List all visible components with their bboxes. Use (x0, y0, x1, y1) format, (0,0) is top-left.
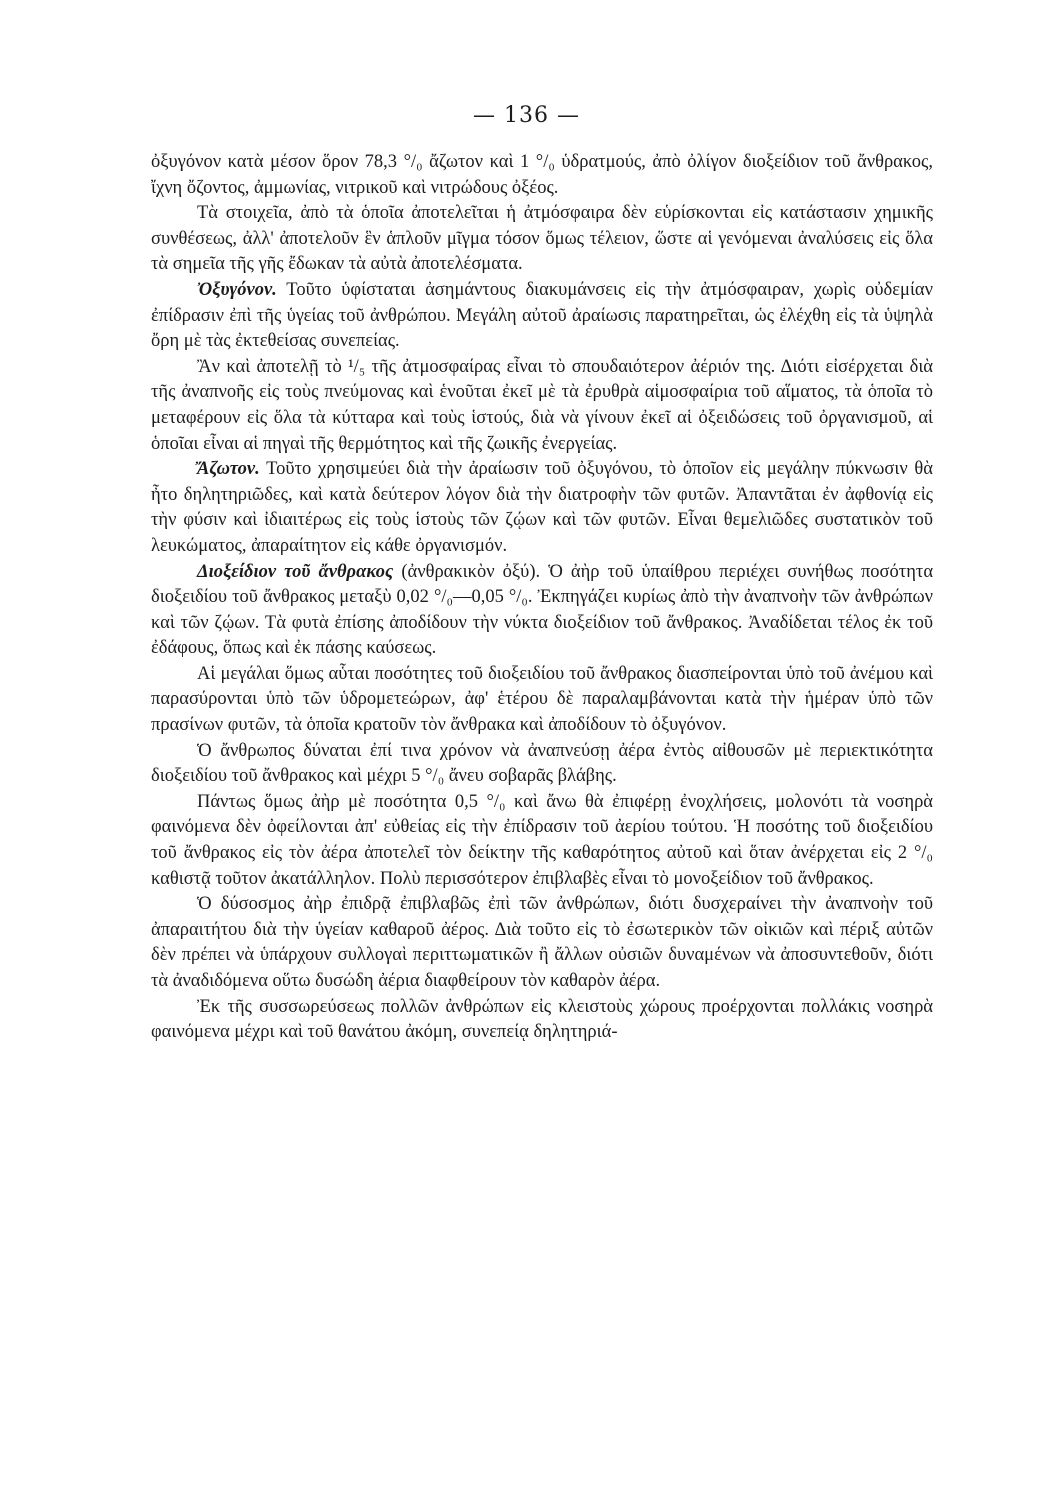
paragraph (151, 201, 933, 278)
paragraph (151, 560, 933, 662)
paragraph-text: Τοῦτο χρησιμεύει διὰ τὴν ἀραίωσιν τοῦ ὀξυγόνου, τὸ ὁποῖον εἰς μεγάλην πύκνωσιν θὰ ἦτο δηλητηριῶδες, καὶ κατὰ δεύτερον λόγον διὰ τὴν διατροφὴν τῶν φυτῶν. Ἀπαντᾶται ἐν ἀφθονίᾳ εἰς τὴν φύσιν καὶ ἰδιαιτέρως εἰς τοὺς ἱστοὺς τῶν ζῴων καὶ τῶν φυτῶν. Εἶναι θεμελιῶδες συστατικὸν τοῦ λευκώματος, ἀπαραίτητον εἰς κάθε ὀργανισμόν. (151, 459, 933, 556)
paragraph-text: Ὁ δύσοσμος ἀὴρ ἐπιδρᾷ ἐπιβλαβῶς ἐπὶ τῶν ἀνθρώπων, διότι δυσχεραίνει τὴν ἀναπνοὴν τοῦ ἀπαραιτήτου διὰ τὴν ὑγείαν καθαροῦ ἀέρος. Διὰ τοῦτο εἰς τὸ ἐσωτερικὸν τῶν οἰκιῶν καὶ πέριξ αὐτῶν δὲν πρέπει νὰ ὑπάρχουν συλλογαὶ περιττωματικῶν ἢ ἄλλων οὐσιῶν δυναμένων νὰ ἀποσυντεθοῦν, διότι τὰ ἀναδιδόμενα οὕτω δυσώδη ἀέρια διαφθείρουν τὸν καθαρὸν ἀέρα. (151, 894, 933, 991)
paragraph (151, 892, 933, 994)
paragraph-text: Ἂν καὶ ἀποτελῇ τὸ ¹/₅ τῆς ἀτμοσφαίρας εἶναι τὸ σπουδαιότερον ἀέριόν της. Διότι εἰσέρχεται διὰ τῆς ἀναπνοῆς εἰς τοὺς πνεύμονας καὶ ἑνοῦται ἐκεῖ μὲ τὰ ἐρυθρὰ αἱμοσφαίρια τοῦ αἵματος, τὰ ὁποῖα τὸ μεταφέρουν εἰς ὅλα τὰ κύτταρα καὶ τοὺς ἱστούς, διὰ νὰ γίνουν ἐκεῖ αἱ ὀξειδώσεις τοῦ ὀργανισμοῦ, αἱ ὁποῖαι εἶναι αἱ πηγαὶ τῆς θερμότητος καὶ τῆς ζωικῆς ἐνεργείας. (151, 356, 933, 454)
paragraph-text: (ἀνθρακικὸν ὀξύ). Ὁ ἀὴρ τοῦ ὑπαίθρου περιέχει συνήθως ποσότητα διοξειδίου τοῦ ἄνθρακος μεταξὺ 0,02 °/₀—0,05 °/₀. Ἐκπηγάζει κυρίως ἀπὸ τὴν ἀναπνοὴν τῶν ἀνθρώπων καὶ τῶν ζῴων. Τὰ φυτὰ ἐπίσης ἀποδίδουν τὴν νύκτα διοξείδιον τοῦ ἄνθρακος. Ἀναδίδεται τέλος ἐκ τοῦ ἐδάφους, ὅπως καὶ ἐκ πάσης καύσεως. (151, 561, 934, 659)
page-body (151, 150, 933, 1046)
paragraph (151, 457, 933, 559)
paragraph (151, 995, 933, 1046)
paragraph-text: Ἐκ τῆς συσσωρεύσεως πολλῶν ἀνθρώπων εἰς κλειστοὺς χώρους προέρχονται πολλάκις νοσηρὰ φαινόμενα μέχρι καὶ τοῦ θανάτου ἀκόμη, συνεπείᾳ δηλητηριά- (151, 996, 933, 1043)
paragraph-text: Τὰ στοιχεῖα, ἀπὸ τὰ ὁποῖα ἀποτελεῖται ἡ ἀτμόσφαιρα δὲν εὑρίσκονται εἰς κατάστασιν χημικῆς συνθέσεως, ἀλλ' ἀποτελοῦν ἓν ἁπλοῦν μῖγμα τόσον ὅμως τέλειον, ὥστε αἱ γενόμεναι ἀναλύσεις εἰς ὅλα τὰ σημεῖα τῆς γῆς ἔδωκαν τὰ αὐτὰ ἀποτελέσματα. (151, 203, 933, 275)
paragraph (151, 150, 933, 201)
paragraph-text: Πάντως ὅμως ἀὴρ μὲ ποσότητα 0,5 °/₀ καὶ ἄνω θὰ ἐπιφέρῃ ἐνοχλήσεις, μολονότι τὰ νοσηρὰ φαινόμενα δὲν ὀφείλονται ἀπ' εὐθείας εἰς τὴν ἐπίδρασιν τοῦ ἀερίου τούτου. Ἡ ποσότης τοῦ διοξειδίου τοῦ ἄνθρακος εἰς τὸν ἀέρα ἀποτελεῖ τὸν δείκτην τῆς καθαρότητος αὐτοῦ καὶ ὅταν ἀνέρχεται εἰς 2 °/₀ καθιστᾷ τοῦτον ἀκατάλληλον. Πολὺ περισσότερον ἐπιβλαβὲς εἶναι τὸ μονοξείδιον τοῦ ἄνθρακος. (151, 791, 933, 889)
paragraph (151, 355, 933, 457)
paragraph (151, 662, 933, 739)
paragraph (151, 739, 933, 790)
section-heading-oxygen: Ὀξυγόνον. (197, 279, 277, 300)
paragraph-text: Τοῦτο ὑφίσταται ἀσημάντους διακυμάνσεις εἰς τὴν ἀτμόσφαιραν, χωρὶς οὐδεμίαν ἐπίδρασιν ἐπὶ τῆς ὑγείας τοῦ ἀνθρώπου. Μεγάλη αὐτοῦ ἀραίωσις παρατηρεῖται, ὡς ἐλέχθη εἰς τὰ ὑψηλὰ ὄρη μὲ τὰς ἐκτεθείσας συνεπείας. (151, 279, 933, 352)
paragraph-text: ὀξυγόνον κατὰ μέσον ὅρον 78,3 °/₀ ἄζωτον καὶ 1 °/₀ ὑδρατμούς, ἀπὸ ὀλίγον διοξείδιον τοῦ ἄνθρακος, ἴχνη ὄζοντος, ἀμμωνίας, νιτρικοῦ καὶ νιτρώδους ὀξέος. (151, 152, 933, 198)
paragraph (151, 278, 933, 355)
paragraph-text: Αἱ μεγάλαι ὅμως αὗται ποσότητες τοῦ διοξειδίου τοῦ ἄνθρακος διασπείρονται ὑπὸ τοῦ ἀνέμου καὶ παρασύρονται ὑπὸ τῶν ὑδρομετεώρων, ἀφ' ἑτέρου δὲ παραλαμβάνονται κατὰ τὴν ἡμέραν ὑπὸ τῶν πρασίνων φυτῶν, τὰ ὁποῖα κρατοῦν τὸν ἄνθρακα καὶ ἀποδίδουν τὸ ὀξυγόνον. (151, 663, 933, 736)
paragraph (151, 790, 933, 892)
page-number: — 136 — (473, 103, 580, 128)
section-heading-carbon-dioxide: Διοξείδιον τοῦ ἄνθρακος (197, 561, 394, 582)
section-heading-nitrogen: Ἄζωτον. (197, 459, 260, 480)
paragraph-text: Ὁ ἄνθρωπος δύναται ἐπί τινα χρόνον νὰ ἀναπνεύσῃ ἀέρα ἐντὸς αἰθουσῶν μὲ περιεκτικότητα διοξειδίου τοῦ ἄνθρακος καὶ μέχρι 5 °/₀ ἄνευ σοβαρᾶς βλάβης. (151, 740, 933, 787)
